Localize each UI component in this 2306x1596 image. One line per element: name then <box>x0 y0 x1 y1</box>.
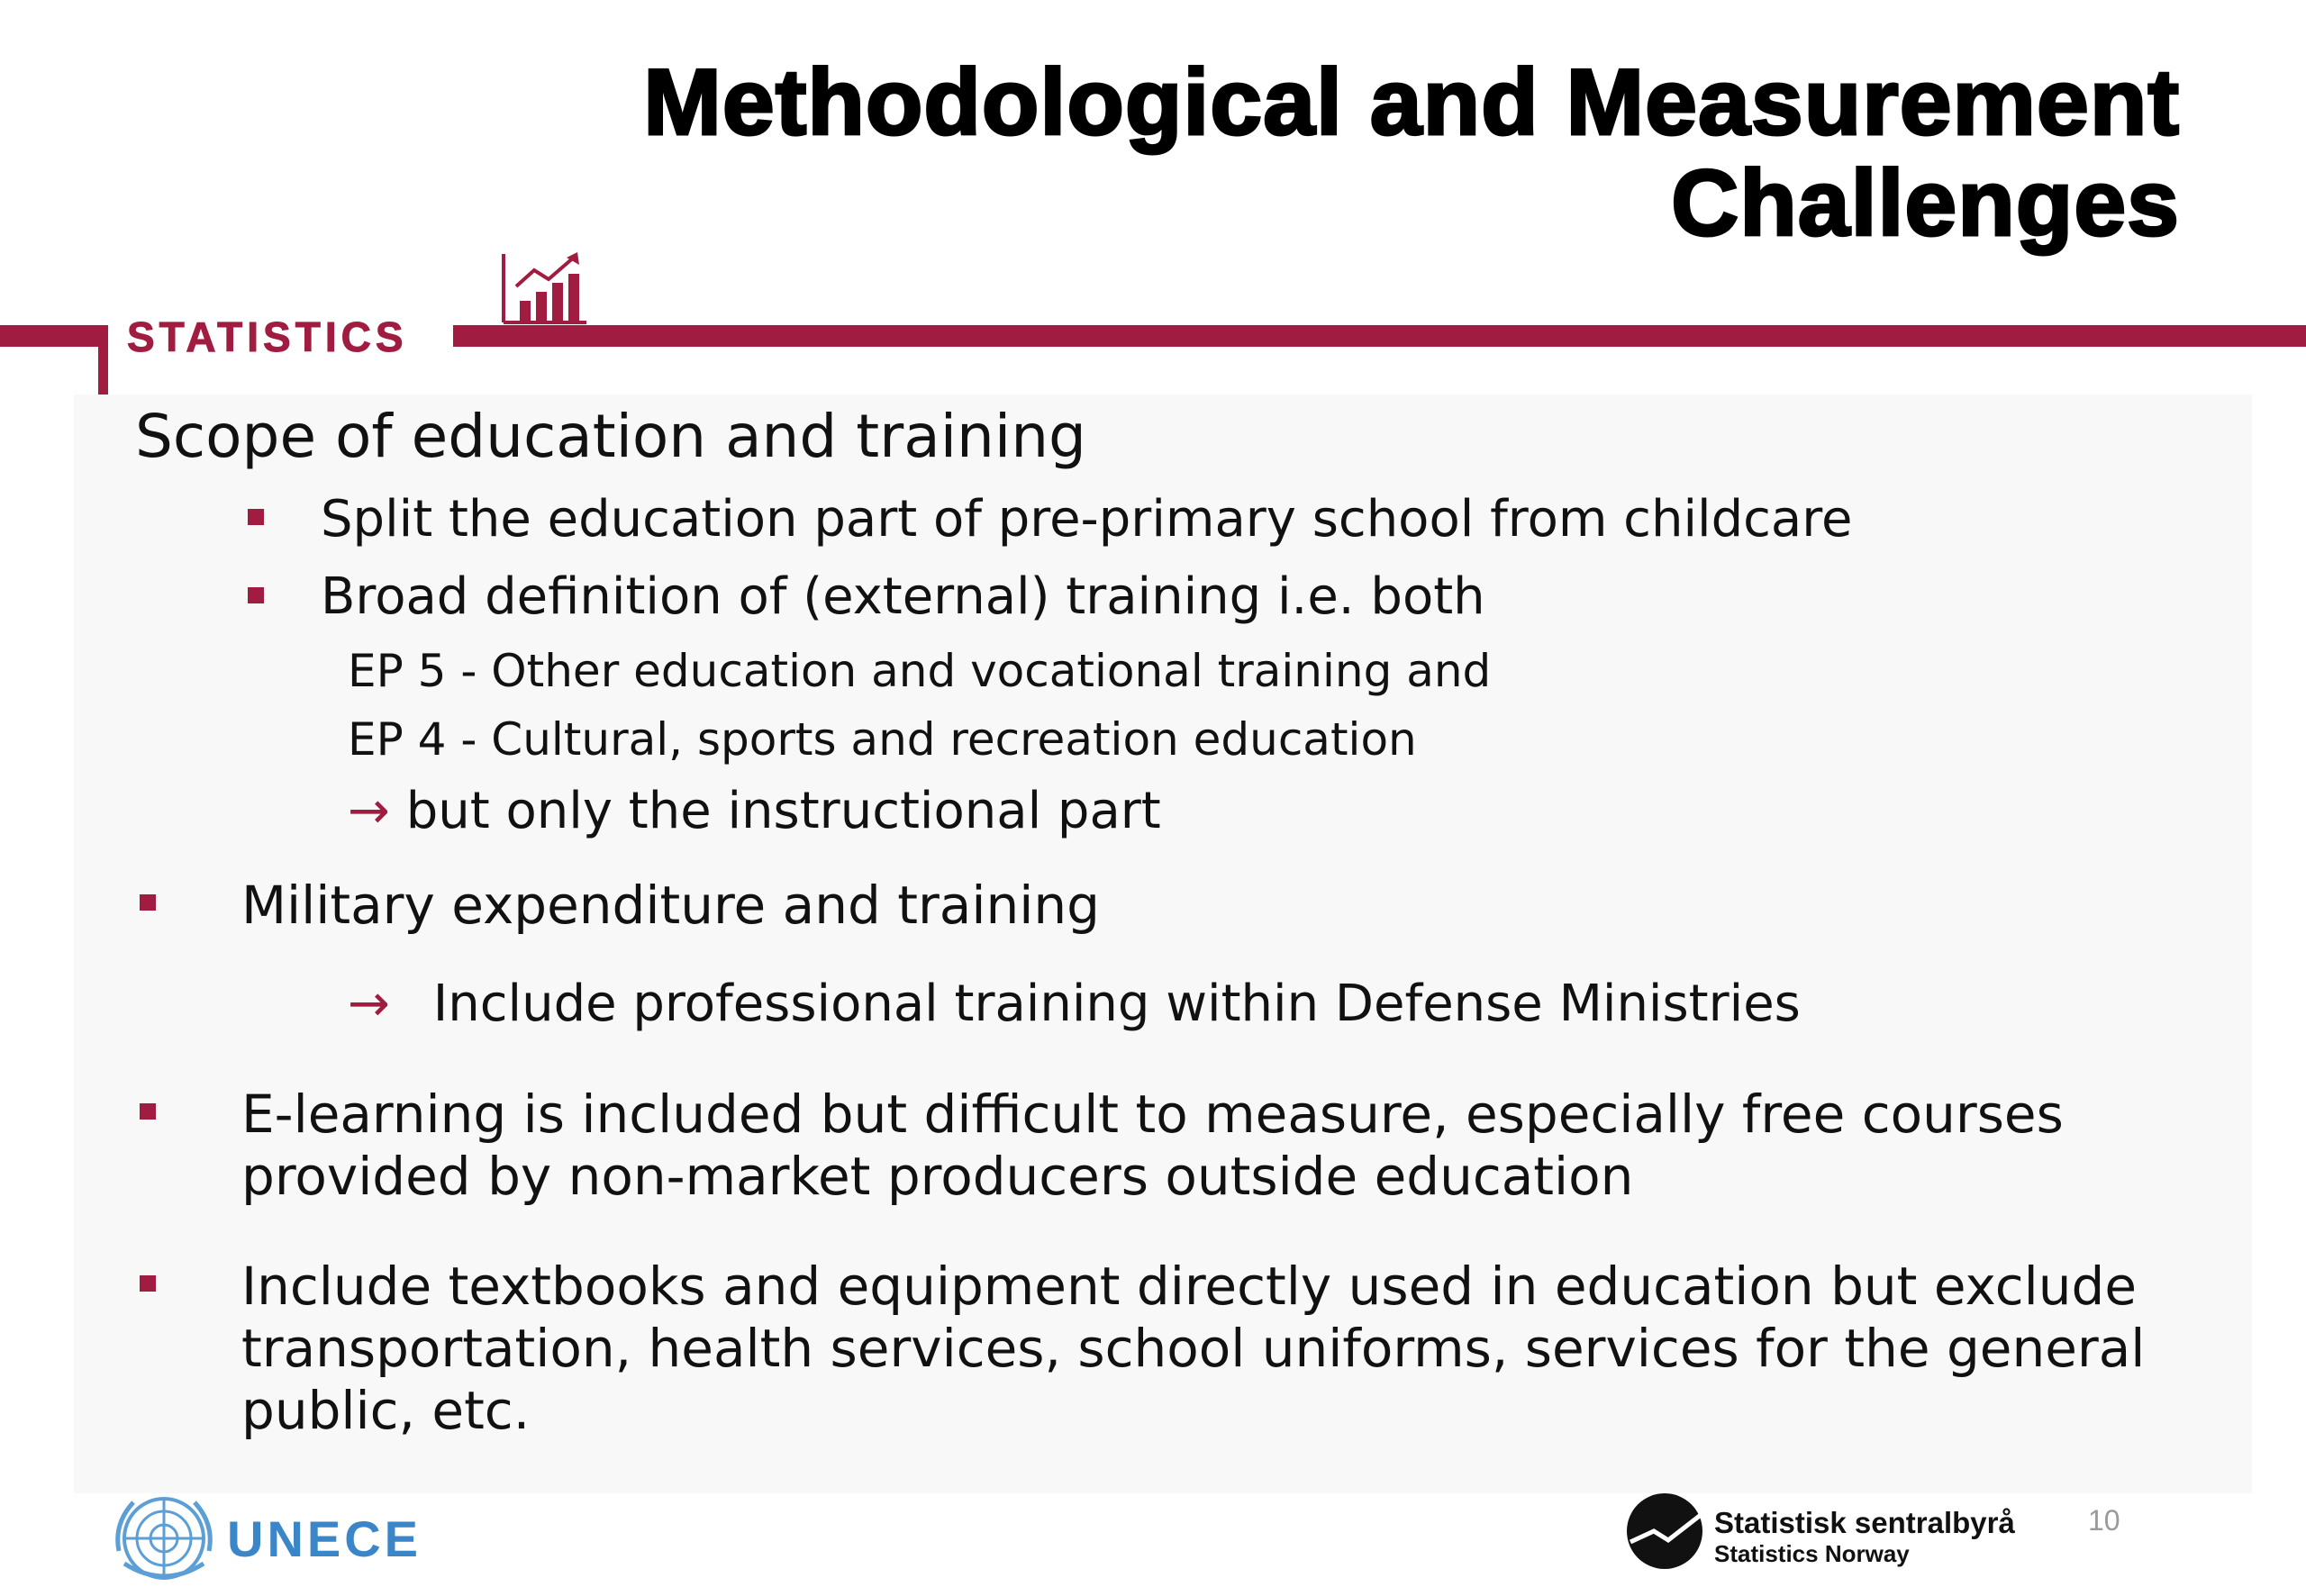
slide-title <box>198 52 2180 254</box>
slide-title-line2: Challenges <box>1671 151 2180 256</box>
accent-bar-right <box>453 325 2306 347</box>
ep-line-2: EP 4 - Cultural, sports and recreation education <box>348 713 1417 766</box>
arrow-icon: → <box>348 975 390 1033</box>
bullet-textbooks-line3: public, etc. <box>241 1380 531 1441</box>
bullet-textbooks-line1: Include textbooks and equipment directly used in education but exclude <box>241 1256 2138 1317</box>
page-number: 10 <box>2088 1504 2120 1537</box>
arrow-icon: → <box>348 782 390 840</box>
bullet-marker <box>140 1275 156 1292</box>
sub-bullet-marker <box>248 587 264 603</box>
military-note-text: Include professional training within Defense Ministries <box>432 975 1801 1033</box>
bar-chart-trend-icon <box>500 250 590 331</box>
unece-label: UNECE <box>227 1510 422 1567</box>
instructional-note-text: but only the instructional part <box>405 782 1161 840</box>
section-label: STATISTICS <box>127 313 408 360</box>
military-note <box>348 973 1801 1036</box>
bullet-textbooks-line2: transportation, health services, school uniforms, services for the general <box>241 1318 2146 1379</box>
instructional-note <box>348 780 1161 843</box>
sub-bullet-1: Split the education part of pre-primary school from childcare <box>321 490 1853 549</box>
ssb-subtitle: Statistics Norway <box>1714 1540 1910 1567</box>
ssb-name: Statistisk sentralbyrå <box>1714 1506 2015 1539</box>
slide-title-line1: Methodological and Measurement <box>643 50 2180 155</box>
bullet-elearning-line1: E-learning is included but difficult to measure, especially free courses <box>241 1084 2064 1145</box>
ssb-logo-icon <box>1625 1492 1704 1571</box>
accent-bar-left <box>0 325 108 347</box>
bullet-marker <box>140 894 156 911</box>
un-emblem-icon <box>106 1488 222 1589</box>
bullet-military: Military expenditure and training <box>241 875 1100 936</box>
content-heading: Scope of education and training <box>135 402 1086 471</box>
ep-line-1: EP 5 - Other education and vocational training and <box>348 645 1492 697</box>
bullet-elearning-line2: provided by non-market producers outside education <box>241 1146 1634 1207</box>
sub-bullet-marker <box>248 509 264 525</box>
sub-bullet-2: Broad definition of (external) training i.e. both <box>321 567 1485 626</box>
bullet-marker <box>140 1103 156 1120</box>
